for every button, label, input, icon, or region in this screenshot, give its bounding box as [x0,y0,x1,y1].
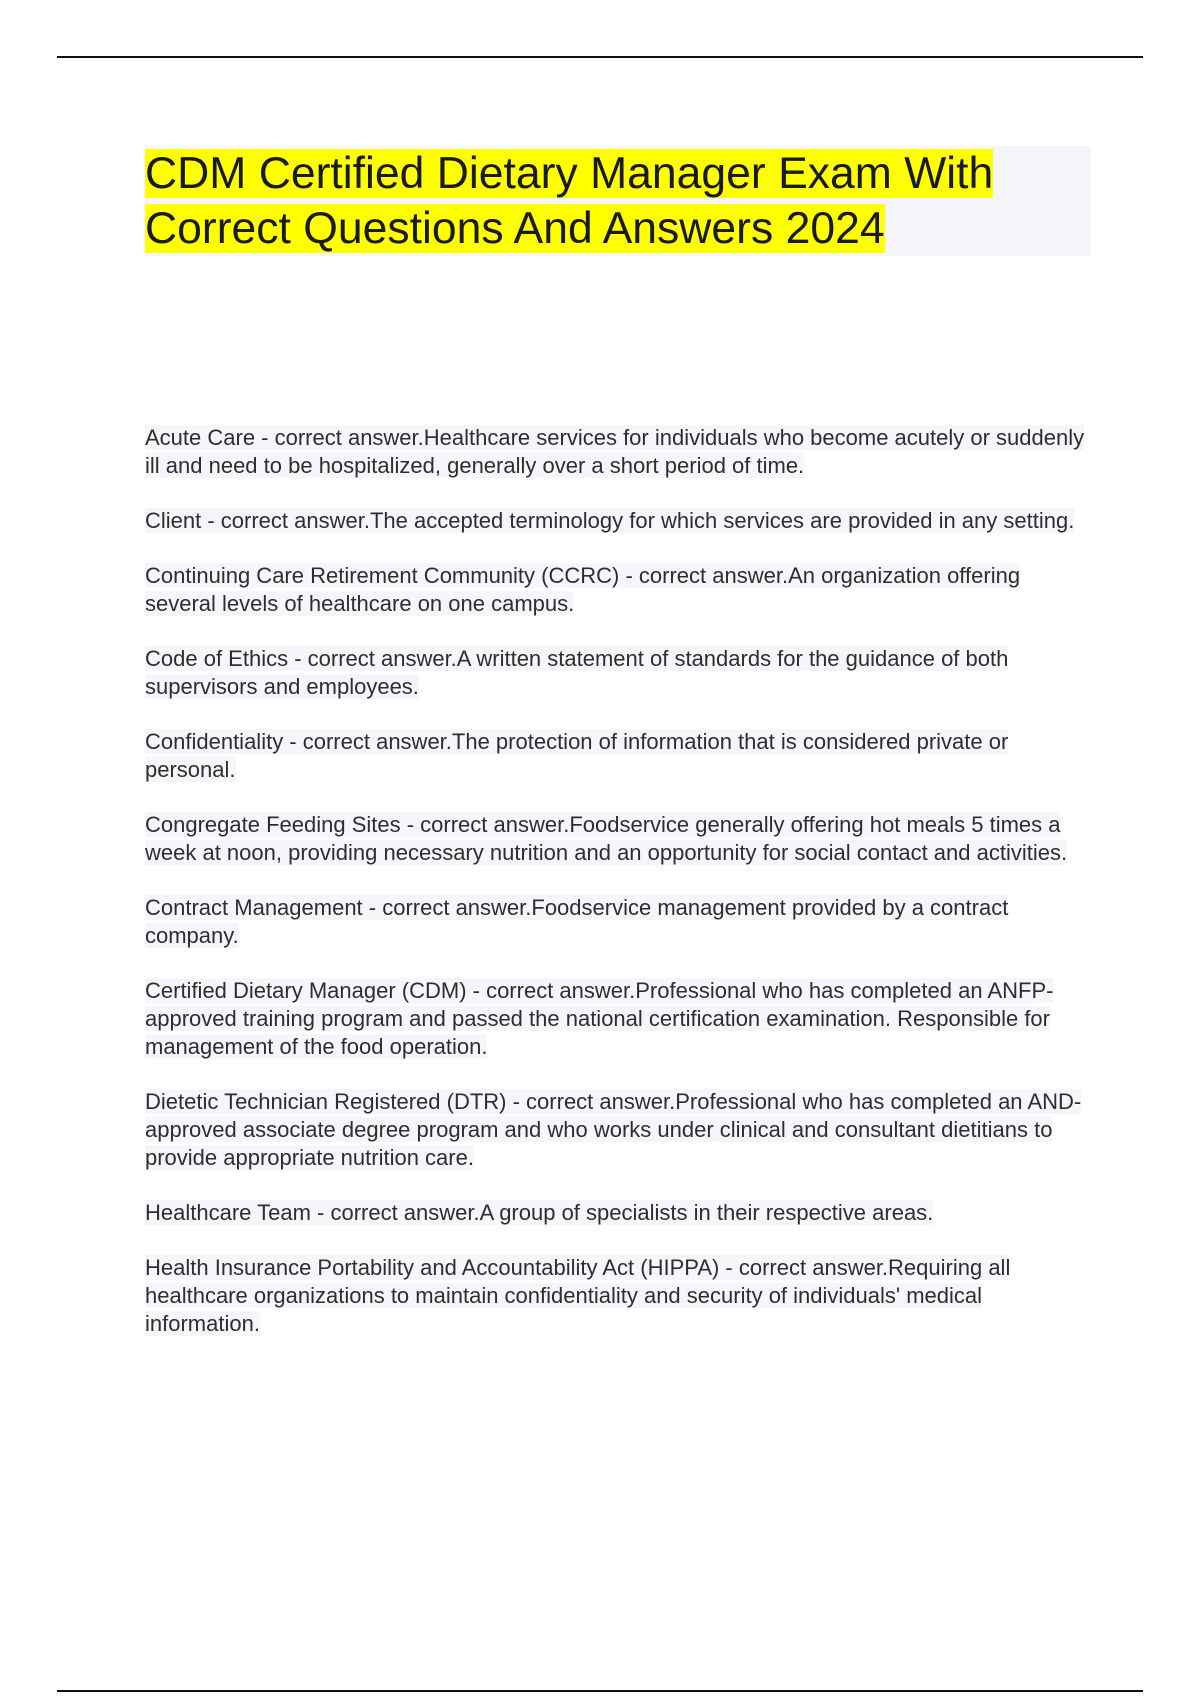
document-title [145,146,1091,256]
top-rule [57,56,1143,58]
entry-acute-care: Acute Care - correct answer.Healthcare services for individuals who become acutely or suddenly ill and need to be hospitalized, generally over a short period of time. [145,425,1085,478]
entry-healthcare-team: Healthcare Team - correct answer.A group of specialists in their respective areas. [145,1200,934,1225]
entry-contract-management: Contract Management - correct answer.Foodservice management provided by a contract company. [145,895,1009,948]
entry-list [145,424,1091,1365]
entry-ccrc: Continuing Care Retirement Community (CCRC) - correct answer.An organization offering several levels of healthcare on one campus. [145,563,1021,616]
entry-cdm: Certified Dietary Manager (CDM) - correct answer.Professional who has completed an ANFP-approved training program and passed the national certification examination. Responsible for management of the food operation. [145,978,1054,1059]
entry-hipaa: Health Insurance Portability and Accountability Act (HIPPA) - correct answer.Requiring all healthcare organizations to maintain confidentiality and security of individuals' medical information. [145,1255,1011,1336]
entry-dtr: Dietetic Technician Registered (DTR) - correct answer.Professional who has completed an AND-approved associate degree program and who works under clinical and consultant dietitians to provide appropriate nutrition care. [145,1089,1082,1170]
entry-confidentiality: Confidentiality - correct answer.The protection of information that is considered private or personal. [145,729,1009,782]
title-highlight: CDM Certified Dietary Manager Exam With Correct Questions And Answers 2024 [145,149,994,253]
entry-code-of-ethics: Code of Ethics - correct answer.A written statement of standards for the guidance of both supervisors and employees. [145,646,1009,699]
entry-client: Client - correct answer.The accepted terminology for which services are provided in any setting. [145,508,1075,533]
bottom-rule [57,1690,1143,1692]
entry-congregate-feeding-sites: Congregate Feeding Sites - correct answer.Foodservice generally offering hot meals 5 times a week at noon, providing necessary nutrition and an opportunity for social contact and activities. [145,812,1068,865]
